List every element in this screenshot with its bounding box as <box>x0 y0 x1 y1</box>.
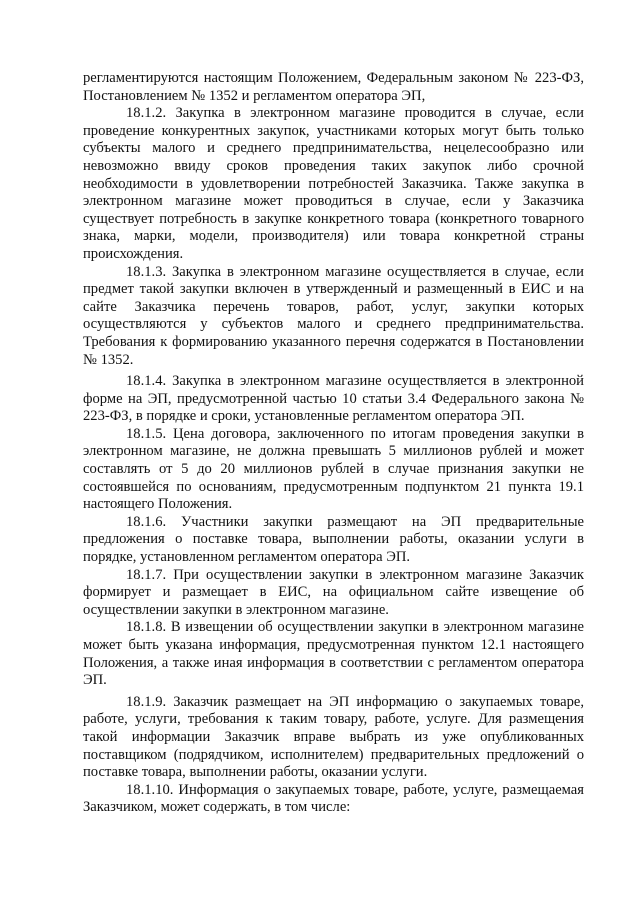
paragraph-18-1-6: 18.1.6. Участники закупки размещают на ЭП предварительные предложения о поставке товара, выполнении работы, оказании услуги в порядке, установленном регламентом оператора ЭП. <box>83 513 584 566</box>
document-page <box>83 70 584 817</box>
paragraph-continuation: регламентируются настоящим Положением, Федеральным законом № 223-ФЗ, Постановлением № 1352 и регламентом оператора ЭП, <box>83 70 584 104</box>
paragraph-18-1-9: 18.1.9. Заказчик размещает на ЭП информацию о закупаемых товаре, работе, услуги, требования к таким товару, работе, услуге. Для размещения такой информации Заказчик вправе выбрать из уже опубликованных поставщиком (подрядчиком, исполнителем) предварительных предложений о поставке товара, выполнении работы, оказании услуги. <box>83 693 584 781</box>
paragraph-18-1-7: 18.1.7. При осуществлении закупки в электронном магазине Заказчик формирует и размещает в ЕИС, на официальном сайте извещение об осуществлении закупки в электронном магазине. <box>83 566 584 618</box>
paragraph-18-1-3: 18.1.3. Закупка в электронном магазине осуществляется в случае, если предмет такой закупки включен в утвержденный и размещенный в ЕИС и на сайте Заказчика перечень товаров, работ, услуг, закупки которых осуществляются у субъектов малого и среднего предпринимательства. Требования к формированию указанного перечня содержатся в Постановлении № 1352. <box>83 263 584 368</box>
paragraph-18-1-4: 18.1.4. Закупка в электронном магазине осуществляется в электронной форме на ЭП, предусмотренной частью 10 статьи 3.4 Федерального закона № 223-ФЗ, в порядке и сроки, установленные регламентом оператора ЭП. <box>83 373 584 425</box>
paragraph-18-1-10: 18.1.10. Информация о закупаемых товаре, работе, услуге, размещаемая Заказчиком, может содержать, в том числе: <box>83 781 584 816</box>
paragraph-18-1-2: 18.1.2. Закупка в электронном магазине проводится в случае, если проведение конкурентных закупок, участниками которых могут быть только субъекты малого и среднего предпринимательства, нецелесообразно или невозможно ввиду сроков проведения таких закупок либо срочной необходимости в удовлетворении потребностей Заказчика. Также закупка в электронном магазине может проводиться в случае, если у Заказчика существует потребность в закупке конкретного товара (конкретного товарного знака, марки, модели, производителя) или товара конкретной страны происхождения. <box>83 105 584 262</box>
paragraph-18-1-5: 18.1.5. Цена договора, заключенного по итогам проведения закупки в электронном магазине, не должна превышать 5 миллионов рублей и может составлять от 5 до 20 миллионов рублей в случае признания закупки не состоявшейся по основаниям, предусмотренным подпунктом 21 пункта 19.1 настоящего Положения. <box>83 425 584 513</box>
paragraph-18-1-8: 18.1.8. В извещении об осуществлении закупки в электронном магазине может быть указана информация, предусмотренная пунктом 12.1 настоящего Положения, а также иная информация в соответствии с регламентом оператора ЭП. <box>83 619 584 689</box>
